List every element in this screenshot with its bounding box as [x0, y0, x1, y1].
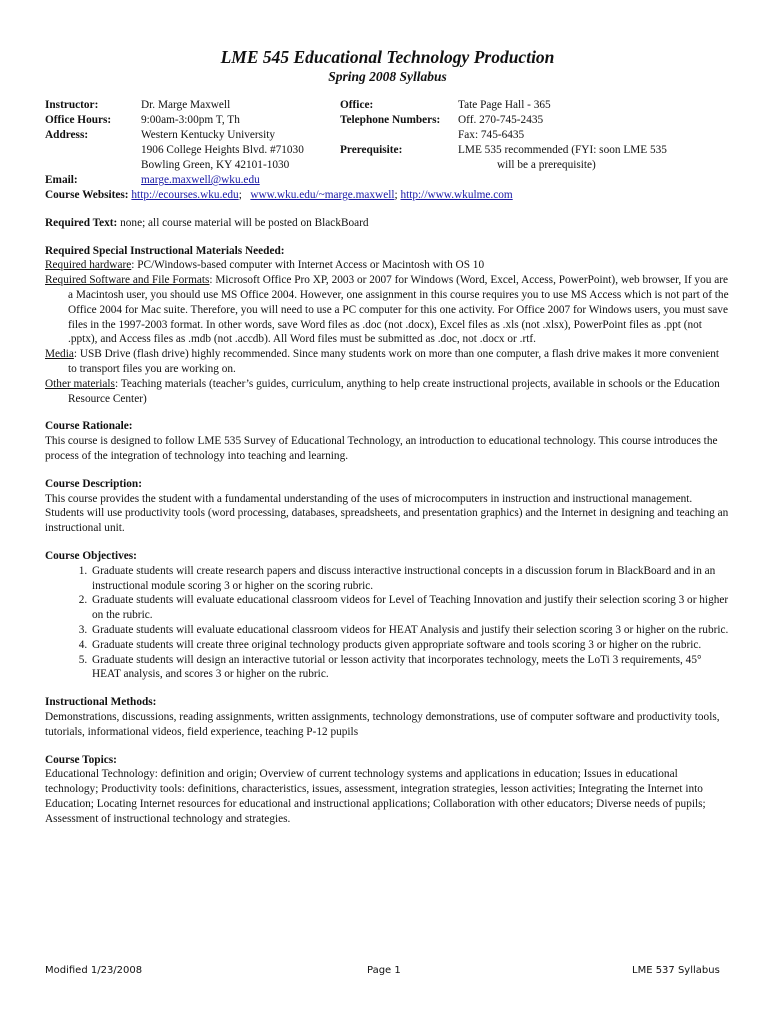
objectives-list [45, 564, 730, 682]
instructor-label: Instructor: [45, 99, 99, 111]
address-line-3: Bowling Green, KY 42101-1030 [141, 159, 290, 171]
objective-item: 5. Graduate students will design an interactive tutorial or lesson activity that incorporates technology, meets the LoTi 3 requirements, 45° HEAT analysis, and scores 3 or higher on the rubric. [90, 653, 730, 683]
topics-heading: Course Topics: [45, 753, 117, 766]
website-separator: ; [394, 189, 398, 201]
description-heading: Course Description: [45, 477, 142, 490]
prerequisite-line-1: LME 535 recommended (FYI: soon LME 535 [458, 144, 667, 156]
address-line-2: 1906 College Heights Blvd. #71030 [141, 144, 304, 156]
footer-course-label: LME 537 Syllabus [632, 965, 720, 976]
email-label: Email: [45, 174, 78, 186]
materials-hardware [45, 258, 730, 273]
other-materials-text: : Teaching materials (teacher’s guides, curriculum, anything to help create instructional projects, available in schools or the Education Resource Center) [68, 377, 720, 405]
media-label: Media [45, 348, 74, 361]
rationale-section [45, 419, 730, 463]
website-separator: ; [238, 189, 242, 201]
materials-media [45, 347, 730, 377]
materials-other [45, 377, 730, 407]
footer-page-number: Page 1 [367, 965, 401, 976]
materials-section [45, 244, 730, 407]
other-materials-label: Other materials [45, 377, 115, 390]
office-value: Tate Page Hall - 365 [458, 99, 551, 111]
syllabus-page [45, 46, 730, 826]
required-text-row [45, 216, 730, 231]
footer-modified-date: Modified 1/23/2008 [45, 965, 143, 976]
prerequisite-label: Prerequisite: [340, 144, 403, 156]
office-hours-value: 9:00am-3:00pm T, Th [141, 114, 240, 126]
address-line-1: Western Kentucky University [141, 129, 275, 141]
description-section [45, 477, 730, 536]
website-link-wkulme[interactable]: http://www.wkulme.com [400, 189, 513, 201]
hardware-text: : PC/Windows-based computer with Internet Access or Macintosh with OS 10 [131, 259, 485, 272]
email-link[interactable]: marge.maxwell@wku.edu [141, 174, 260, 186]
telephone-fax: Fax: 745-6435 [458, 129, 525, 141]
topics-text: Educational Technology: definition and origin; Overview of current technology systems and applications in education; Issues in educational technology; Productivity tools: definitions, characteristics, issues, assessment, integration strategies, lesson activities; Integrating the Internet into Education; Locating Internet resources for educational and instructional applications; Collaboration with other educators; Diverse needs of pupils; Assessment of instructional technology and strategies. [45, 768, 706, 825]
website-link-ecourses[interactable]: http://ecourses.wku.edu [131, 189, 239, 201]
objective-item: 2. Graduate students will evaluate educational classroom videos for Level of Teaching Innovation and justify their selection scoring 3 or higher on the rubric. [90, 593, 730, 623]
media-text: : USB Drive (flash drive) highly recommended. Since many students work on more than one computer, a flash drive makes it more convenient to transport files you are working on. [68, 348, 720, 375]
materials-software [45, 273, 730, 347]
address-label: Address: [45, 129, 89, 141]
office-label: Office: [340, 99, 374, 111]
objective-item: 3. Graduate students will evaluate educational classroom videos for HEAT Analysis and justify their selection scoring 3 or higher on the rubric. [90, 623, 730, 638]
websites-label: Course Websites: [45, 189, 129, 201]
rationale-heading: Course Rationale: [45, 420, 133, 433]
objective-item: 4. Graduate students will create three original technology products given appropriate software and tools scoring 3 or higher on the rubric. [90, 638, 730, 653]
methods-text: Demonstrations, discussions, reading assignments, written assignments, technology demonstrations, use of computer software and productivity tools, tutorials, informational videos, field experience, teaching P-12 pupils [45, 710, 720, 738]
methods-section [45, 695, 730, 739]
telephone-label: Telephone Numbers: [340, 114, 441, 126]
office-hours-label: Office Hours: [45, 114, 112, 126]
objective-item: 1. Graduate students will create research papers and discuss interactive instructional concepts in a discussion forum in BlackBoard and in an instructional module scoring 3 or higher on the scoring rubric. [90, 564, 730, 594]
telephone-office: Off. 270-745-2435 [458, 114, 544, 126]
methods-heading: Instructional Methods: [45, 696, 157, 709]
instructor-info-block [45, 98, 730, 188]
objectives-heading: Course Objectives: [45, 549, 137, 562]
software-text: : Microsoft Office Pro XP, 2003 or 2007 for Windows (Word, Excel, Access, PowerPoint), web browser, If you are a Macintosh user, you should use MS Office 2004. However, one assignment in this course requires you to use MS Access which is not part of the Office 2004 for Mac suite. Therefore, you will need to use a PC computer for this one activity. For Office 2007 for Windows users, you must save files in the 1997-2003 format. In other words, save Word files as .doc (not .docx), Excel files as .xls (not .xlsx), PowerPoint files as .ppt (not .pptx), and Access files as .mdb (not .accdb). All Word files must be submitted as .doc, not .docx or .rtf. [68, 274, 729, 346]
required-text-label: Required Text: [45, 216, 118, 229]
objectives-section [45, 549, 730, 682]
course-websites-row [45, 188, 730, 203]
page-title: LME 545 Educational Technology Production [220, 47, 555, 67]
software-label: Required Software and File Formats [45, 274, 210, 287]
prerequisite-line-2: will be a prerequisite) [497, 159, 596, 171]
topics-section [45, 753, 730, 827]
website-link-maxwell[interactable]: www.wku.edu/~marge.maxwell [250, 189, 395, 201]
page-subtitle: Spring 2008 Syllabus [328, 69, 447, 84]
description-text: This course provides the student with a fundamental understanding of the uses of microcomputers in instruction and instructional management. Students will use productivity tools (word processing, databases, spreadsheets, and presentation graphics) and the Internet in designing and teaching an instructional unit. [45, 492, 729, 535]
rationale-text: This course is designed to follow LME 535 Survey of Educational Technology, an introduction to educational technology. This course introduces the process of the integration of technology into teaching and learning. [45, 435, 718, 462]
instructor-name: Dr. Marge Maxwell [141, 99, 231, 111]
materials-heading: Required Special Instructional Materials Needed: [45, 244, 285, 257]
hardware-label: Required hardware [45, 259, 132, 272]
required-text-value: none; all course material will be posted on BlackBoard [117, 216, 369, 229]
